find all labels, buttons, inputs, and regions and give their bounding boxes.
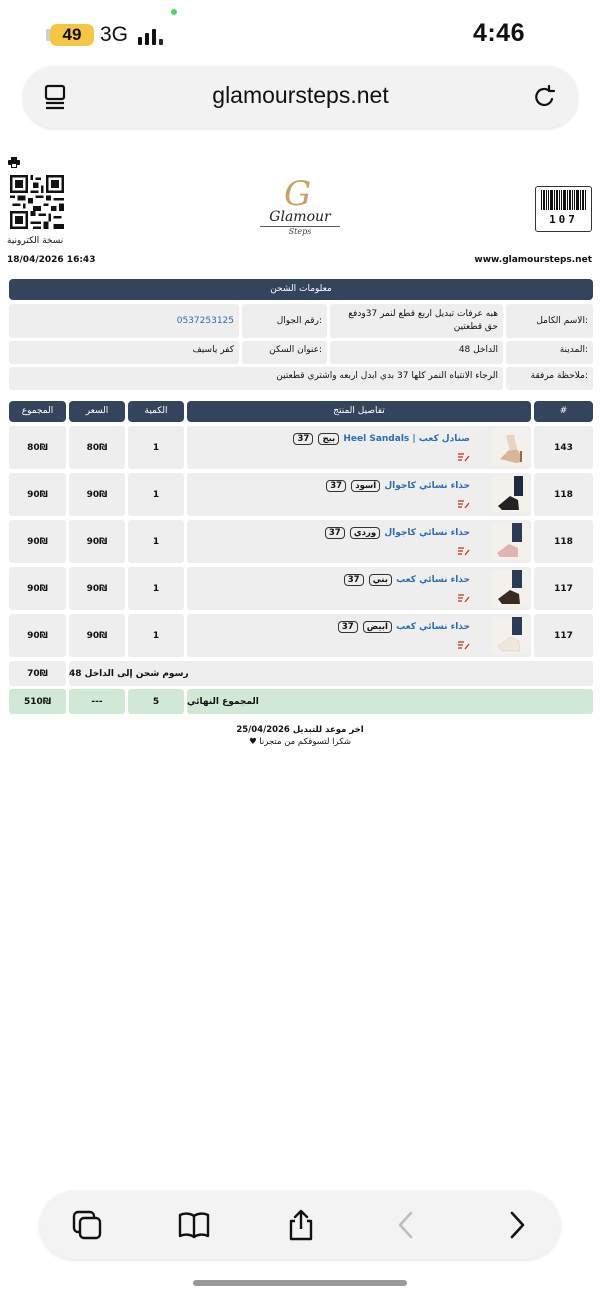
edit-note-icon[interactable] — [458, 640, 470, 650]
city-value: الداخل 48 — [330, 341, 503, 364]
product-size-tag: 37 — [344, 574, 364, 586]
product-name[interactable]: حذاء نسائي كاجوال — [384, 481, 470, 491]
product-id: 143 — [534, 426, 593, 469]
exchange-deadline: اخر موعد للتبديل 25/04/2026 — [236, 725, 364, 735]
tabs-icon[interactable] — [70, 1208, 104, 1242]
order-number: 107 — [549, 213, 578, 226]
final-total-price: --- — [69, 689, 125, 714]
product-thumbnail[interactable] — [492, 570, 529, 607]
product-thumbnail[interactable] — [492, 429, 529, 466]
product-details — [187, 567, 531, 610]
product-thumbnail[interactable] — [492, 523, 529, 560]
product-id: 118 — [534, 520, 593, 563]
product-size-tag: 37 — [325, 527, 345, 539]
product-size-tag: 37 — [338, 621, 358, 633]
mobile-label: رقم الجوال: — [242, 304, 327, 338]
product-total: 90₪ — [9, 567, 66, 610]
clock: 4:46 — [472, 19, 525, 47]
product-name[interactable]: حذاء نسائي كاجوال — [384, 528, 470, 538]
product-name[interactable]: صنادل كعب | Heel Sandals — [343, 434, 470, 444]
chevron-left-icon[interactable] — [390, 1208, 424, 1242]
edit-note-icon[interactable] — [458, 499, 470, 509]
product-id: 117 — [534, 567, 593, 610]
city-label: المدينة: — [506, 341, 593, 364]
invoice-date: 18/04/2026 16:43 — [7, 255, 96, 265]
product-price: 80₪ — [69, 426, 125, 469]
brand-logo — [260, 174, 340, 242]
browser-toolbar — [40, 1191, 560, 1259]
product-price: 90₪ — [69, 520, 125, 563]
product-size-tag: 37 — [326, 480, 346, 492]
product-name[interactable]: حذاء نسائي كعب — [396, 575, 470, 585]
qr-code — [10, 175, 64, 229]
shipping-info-header: معلومات الشحن — [9, 279, 593, 300]
address-bar[interactable] — [23, 66, 578, 128]
product-id: 117 — [534, 614, 593, 657]
product-qty: 1 — [128, 520, 184, 563]
mobile-value[interactable]: 0537253125 — [9, 304, 239, 338]
product-color-tag: بني — [369, 574, 392, 586]
col-header-qty: الكمية — [128, 401, 184, 422]
product-name-line[interactable] — [337, 621, 470, 633]
shipping-fee-total: 70₪ — [9, 661, 66, 686]
edit-note-icon[interactable] — [458, 546, 470, 556]
product-details — [187, 614, 531, 657]
barcode-icon — [541, 190, 586, 210]
final-total-label: المجموع النهائي — [187, 689, 593, 714]
product-qty: 1 — [128, 426, 184, 469]
product-color-tag: بيج — [318, 433, 339, 445]
product-total: 80₪ — [9, 426, 66, 469]
product-details — [187, 426, 531, 469]
product-total: 90₪ — [9, 614, 66, 657]
site-url: www.glamoursteps.net — [474, 255, 592, 265]
product-name-line[interactable] — [325, 480, 470, 492]
qr-caption: نسخة الكترونية — [7, 236, 64, 246]
product-qty: 1 — [128, 473, 184, 516]
product-thumbnail[interactable] — [492, 617, 529, 654]
product-qty: 1 — [128, 567, 184, 610]
product-name-line[interactable] — [324, 527, 470, 539]
logo-brand-sub: Steps — [288, 227, 312, 236]
full-name-label: الاسم الكامل: — [506, 304, 593, 338]
full-name-value: هبه عرفات تبديل اربع قطع لنمر 37ودفع حق قطعتين — [330, 304, 503, 338]
print-icon[interactable] — [8, 157, 20, 168]
privacy-indicator — [171, 9, 177, 15]
product-details — [187, 473, 531, 516]
product-price: 90₪ — [69, 614, 125, 657]
product-total: 90₪ — [9, 520, 66, 563]
product-price: 90₪ — [69, 473, 125, 516]
address-label: عنوان السكن: — [242, 341, 327, 364]
product-qty: 1 — [128, 614, 184, 657]
product-size-tag: 37 — [293, 433, 313, 445]
note-label: ملاحظة مرفقة: — [506, 367, 593, 390]
thank-you-note: شكرا لتسوقكم من متجرنا ♥ — [248, 737, 352, 747]
col-header-id: # — [534, 401, 593, 422]
product-total: 90₪ — [9, 473, 66, 516]
product-details — [187, 520, 531, 563]
battery-indicator — [46, 24, 94, 46]
product-color-tag: اسود — [351, 480, 380, 492]
note-value: الرجاء الانتباه النمر كلها 37 بدي ابدل اربعه واشتري قطعتين — [9, 367, 503, 390]
edit-note-icon[interactable] — [458, 593, 470, 603]
battery-level: 49 — [50, 24, 94, 46]
product-thumbnail[interactable] — [492, 476, 529, 513]
col-header-total: المجموع — [9, 401, 66, 422]
home-indicator[interactable] — [193, 1280, 407, 1286]
logo-mark: G — [284, 174, 312, 214]
product-name-line[interactable] — [292, 433, 470, 445]
signal-icon — [138, 25, 163, 45]
network-type: 3G — [100, 23, 129, 46]
product-color-tag: ابيض — [363, 621, 392, 633]
status-bar — [0, 0, 600, 70]
share-icon[interactable] — [284, 1208, 318, 1242]
product-name-line[interactable] — [343, 574, 470, 586]
chevron-right-icon[interactable] — [500, 1208, 534, 1242]
col-header-details: تفاصيل المنتج — [187, 401, 531, 422]
col-header-price: السعر — [69, 401, 125, 422]
final-total-amount: 510₪ — [9, 689, 66, 714]
product-color-tag: وردي — [350, 527, 380, 539]
edit-note-icon[interactable] — [458, 452, 470, 462]
product-price: 90₪ — [69, 567, 125, 610]
book-icon[interactable] — [177, 1208, 211, 1242]
shipping-fee-label: رسوم شحن إلى الداخل 48 — [69, 661, 593, 686]
product-name[interactable]: حذاء نسائي كعب — [396, 622, 470, 632]
logo-brand-name: Glamour — [269, 209, 331, 225]
order-barcode — [535, 186, 592, 232]
reload-icon[interactable] — [532, 83, 558, 111]
address-value: كفر ياسيف — [9, 341, 239, 364]
final-total-qty: 5 — [128, 689, 184, 714]
product-id: 118 — [534, 473, 593, 516]
url-text[interactable]: glamoursteps.net — [212, 82, 389, 108]
